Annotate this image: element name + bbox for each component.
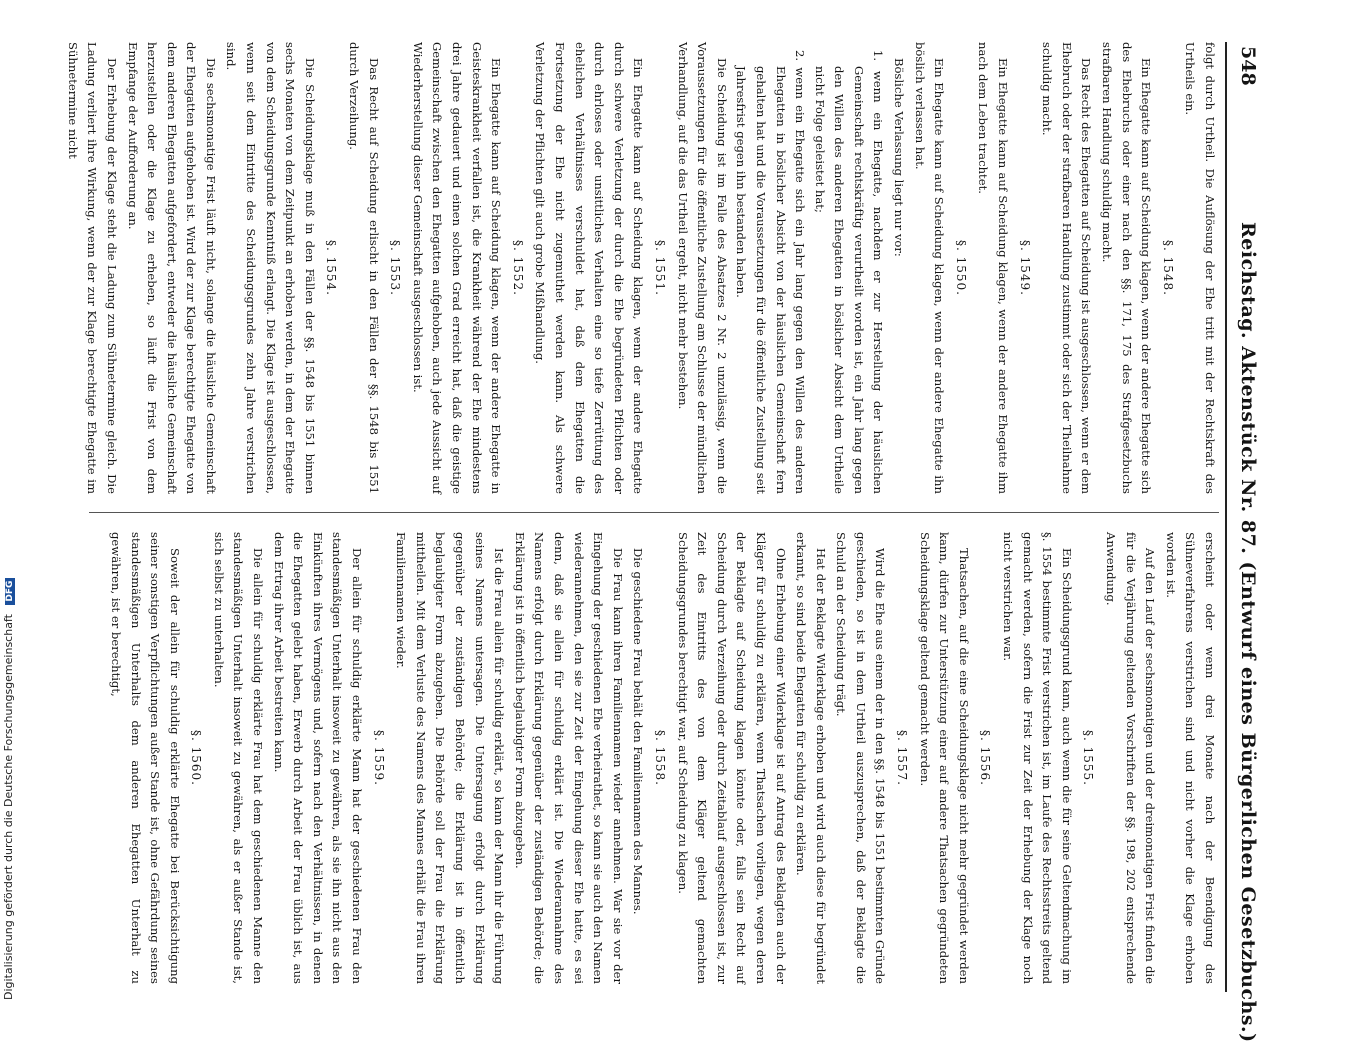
page-title: Reichstag. Aktenstück Nr. 87. (Entwurf eines Bürgerlichen Gesetzbuchs.)	[1237, 222, 1259, 1043]
section-heading: §. 1559.	[371, 730, 386, 786]
dfg-logo: DFG	[5, 578, 15, 605]
paragraph: Das Recht des Ehegatten auf Scheidung ist ausgeschlossen, wenn er dem Ehebruch oder der strafbaren Handlung zustimmt oder sich der Theilnahme schuldig macht.	[1040, 42, 1094, 494]
paragraph: Die allein für schuldig erklärte Frau hat dem geschiedenen Manne den standesmäßigen Unterhalt insoweit zu gewähren, als er außer Stande ist, sich selbst zu unterhalten.	[211, 532, 266, 984]
paragraph: erscheint oder wenn drei Monate nach der Beendigung des Sühneverfahrens verstrichen sind und nicht vorher die Klage erhoben worden ist.	[1163, 532, 1217, 984]
section-heading: §. 1557.	[895, 730, 910, 786]
paragraph: Ein Ehegatte kann auf Scheidung klagen, wenn der andere Ehegatte ihm nach dem Leben trachtet.	[976, 42, 1011, 494]
section-heading: §. 1548.	[1160, 240, 1175, 296]
paragraph: Thatsachen, auf die eine Scheidungsklage nicht mehr gegründet werden kann, dürfen zur Unterstützung einer auf andere Thatsachen gegründeten Scheidungsklage geltend gemacht werden.	[917, 532, 971, 984]
section-heading: §. 1552.	[510, 240, 525, 296]
section-heading: §. 1560.	[189, 730, 204, 786]
credit-text: Digitalisierung gefördert durch die Deutsche Forschungsgemeinschaft	[2, 614, 15, 1000]
paragraph: Der allein für schuldig erklärte Mann hat der geschiedenen Frau den standesmäßigen Unterhalt insoweit zu gewähren, als sie ihn nicht aus den Einkünften ihres Vermögens und, sofern nach den Verhältnissen, in denen die Ehegatten gelebt haben, Erwerb durch Arbeit der Frau üblich ist, aus dem Ertrag ihrer Arbeit bestreiten kann.	[271, 532, 365, 984]
section-heading: §. 1550.	[953, 240, 968, 296]
digitization-credit	[2, 20, 20, 1000]
printed-page	[65, 42, 1263, 1043]
paragraph: Die Scheidungsklage muß in den Fällen der §§. 1548 bis 1551 binnen sechs Monaten von dem Zeitpunkt an erhoben werden, in dem der Ehegatte von dem Scheidungsgrunde Kenntniß erlangt. Die Klage ist ausgeschlossen, wenn seit dem Eintritte des Scheidungsgrundes zehn Jahre verstrichen sind.	[224, 42, 317, 494]
paragraph: Ohne Erhebung einer Widerklage ist auf Antrag des Beklagten auch der Kläger für schuldig zu erklären, wenn Thatsachen vorliegen, wegen deren der Beklagte auf Scheidung klagen könnte oder, falls sein Recht auf Scheidung durch Verzeihung oder durch Zeitablauf ausgeschlossen ist, zur Zeit des Eintritts des von dem Kläger geltend gemachten Scheidungsgrundes berechtigt war, auf Scheidung zu klagen.	[675, 532, 788, 984]
paragraph: Ein Ehegatte kann auf Scheidung klagen, wenn der andere Ehegatte in Geisteskrankheit verfallen ist, die Krankheit während der Ehe mindestens drei Jahre gedauert und einen solchen Grad erreicht hat, daß die geistige Gemeinschaft zwischen den Ehegatten aufgehoben, auch jede Aussicht auf Wiederherstellung dieser Gemeinschaft ausgeschlossen ist.	[410, 42, 504, 494]
paragraph: Das Recht auf Scheidung erlischt in den Fällen der §§. 1548 bis 1551 durch Verzeihung.	[347, 42, 381, 494]
section-heading: §. 1556.	[978, 730, 993, 786]
paragraph: Ein Ehegatte kann auf Scheidung klagen, wenn der andere Ehegatte ihn böslich verlassen hat.	[912, 42, 947, 494]
section-heading: §. 1551.	[652, 240, 667, 296]
paragraph: Bösliche Verlassung liegt nur vor:	[892, 58, 907, 257]
paragraph: Der Erhebung der Klage steht die Ladung zum Sühnetermine gleich. Die Ladung verliert ihre Wirkung, wenn der zur Klage berechtigte Ehegatte im Sühnetermine nicht	[65, 42, 119, 494]
section-heading: §. 1549.	[1017, 240, 1032, 296]
section-heading: §. 1558.	[652, 730, 667, 786]
section-heading: §. 1554.	[324, 240, 339, 296]
section-heading: §. 1553.	[388, 240, 403, 296]
text-column-left	[65, 42, 1219, 494]
text-column-right	[89, 532, 1219, 984]
paragraph: Wird die Ehe aus einem der in den §§. 1548 bis 1551 bestimmten Gründe geschieden, so ist in dem Urtheil auszusprechen, daß der Beklagte die Schuld an der Scheidung trägt.	[834, 532, 888, 984]
paragraph: Ein Scheidungsgrund kann, auch wenn die für seine Geltendmachung im §. 1554 bestimmte Frist verstrichen ist, im Laufe des Rechtsstreits geltend gemacht werden, sofern die Frist zur Zeit der Erhebung der Klage noch nicht verstrichen war.	[1001, 532, 1074, 984]
paragraph: Die geschiedene Frau behält den Familiennamen des Mannes.	[631, 548, 646, 915]
paragraph: folgt durch Urtheil. Die Auflösung der Ehe tritt mit der Rechtskraft des Urtheils ein.	[1183, 42, 1217, 494]
list-item: 2. wenn ein Ehegatte sich ein Jahr lang gegen den Willen des anderen Ehegatten in böslicher Absicht von der häuslichen Gemeinschaft fern gehalten hat und die Voraussetzungen für die öffentliche Zustellung seit Jahresfrist gegen ihn bestanden haben.	[734, 50, 808, 494]
column-divider	[89, 512, 1219, 513]
paragraph: Ein Ehegatte kann auf Scheidung klagen, wenn der andere Ehegatte sich des Ehebruchs oder einer nach den §§. 171, 175 des Strafgesetzbuchs strafbaren Handlung schuldig macht.	[1100, 42, 1154, 494]
page-number: 548	[1237, 46, 1259, 86]
paragraph: Ist die Frau allein für schuldig erklärt, so kann der Mann ihr die Führung seines Namens untersagen. Die Untersagung erfolgt durch Erklärung gegenüber der zuständigen Behörde; die Erklärung ist in öffentlich beglaubigter Form abzugeben. Die Behörde soll der Frau die Erklärung mittheilen. Mit dem Verluste des Namens des Mannes erhält die Frau ihren Familiennamen wieder.	[394, 532, 507, 984]
header-rule	[1225, 42, 1227, 992]
paragraph: Die Frau kann ihren Familiennamen wieder annehmen. War sie vor der Eingehung der geschiedenen Ehe verheirathet, so kann sie auch den Namen wiederannehmen, den sie zur Zeit der Eingehung dieser Ehe hatte, es sei denn, daß sie allein für schuldig erklärt ist. Die Wiederannahme des Namens erfolgt durch Erklärung gegenüber der zuständigen Behörde; die Erklärung ist in öffentlich beglaubigter Form abzugeben.	[512, 532, 625, 984]
list-item: 1. wenn ein Ehegatte, nachdem er zur Herstellung der häuslichen Gemeinschaft rechtskräftig verurtheilt worden ist, ein Jahr lang gegen den Willen des anderen Ehegatten in böslicher Absicht dem Urtheile nicht Folge geleistet hat;	[812, 50, 886, 494]
paragraph: Auf den Lauf der sechsmonatigen und der dreimonatigen Frist finden die für die Verjährung geltenden Vorschriften der §§. 198, 202 entsprechende Anwendung.	[1104, 532, 1158, 984]
section-heading: §. 1555.	[1081, 730, 1096, 786]
paragraph: Ein Ehegatte kann auf Scheidung klagen, wenn der andere Ehegatte durch schwere Verletzung der durch die Ehe begründeten Pflichten oder durch ehrloses oder unsittliches Verhalten eine so tiefe Zerrüttung des ehelichen Verhältnisses verschuldet hat, daß dem Ehegatten die Fortsetzung der Ehe nicht zugemuthet werden kann. Als schwere Verletzung der Pflichten gilt auch grobe Mißhandlung.	[533, 42, 646, 494]
paragraph: Die Scheidung ist im Falle des Absatzes 2 Nr. 2 unzulässig, wenn die Voraussetzungen für die öffentliche Zustellung am Schlusse der mündlichen Verhandlung, auf die das Urtheil ergeht, nicht mehr bestehen.	[675, 42, 729, 494]
paragraph: Hat der Beklagte Widerklage erhoben und wird auch diese für begründet erkannt, so sind beide Ehegatten für schuldig zu erklären.	[794, 532, 828, 984]
paragraph: Die sechsmonatige Frist läuft nicht, solange die häusliche Gemeinschaft der Ehegatten aufgehoben ist. Wird der zur Klage berechtigte Ehegatte von dem anderen Ehegatten aufgefordert, entweder die häusliche Gemeinschaft herzustellen oder die Klage zu erheben, so läuft die Frist von dem Empfange der Aufforderung an.	[125, 42, 218, 494]
page-header	[1229, 42, 1263, 1043]
paragraph: Soweit der allein für schuldig erklärte Ehegatte bei Berücksichtigung seiner sonstigen Verpflichtungen außer Stande ist, ohne Gefährdung seines standesmäßigen Unterhalts dem anderen Ehegatten Unterhalt zu gewähren, ist er berechtigt,	[108, 532, 182, 984]
